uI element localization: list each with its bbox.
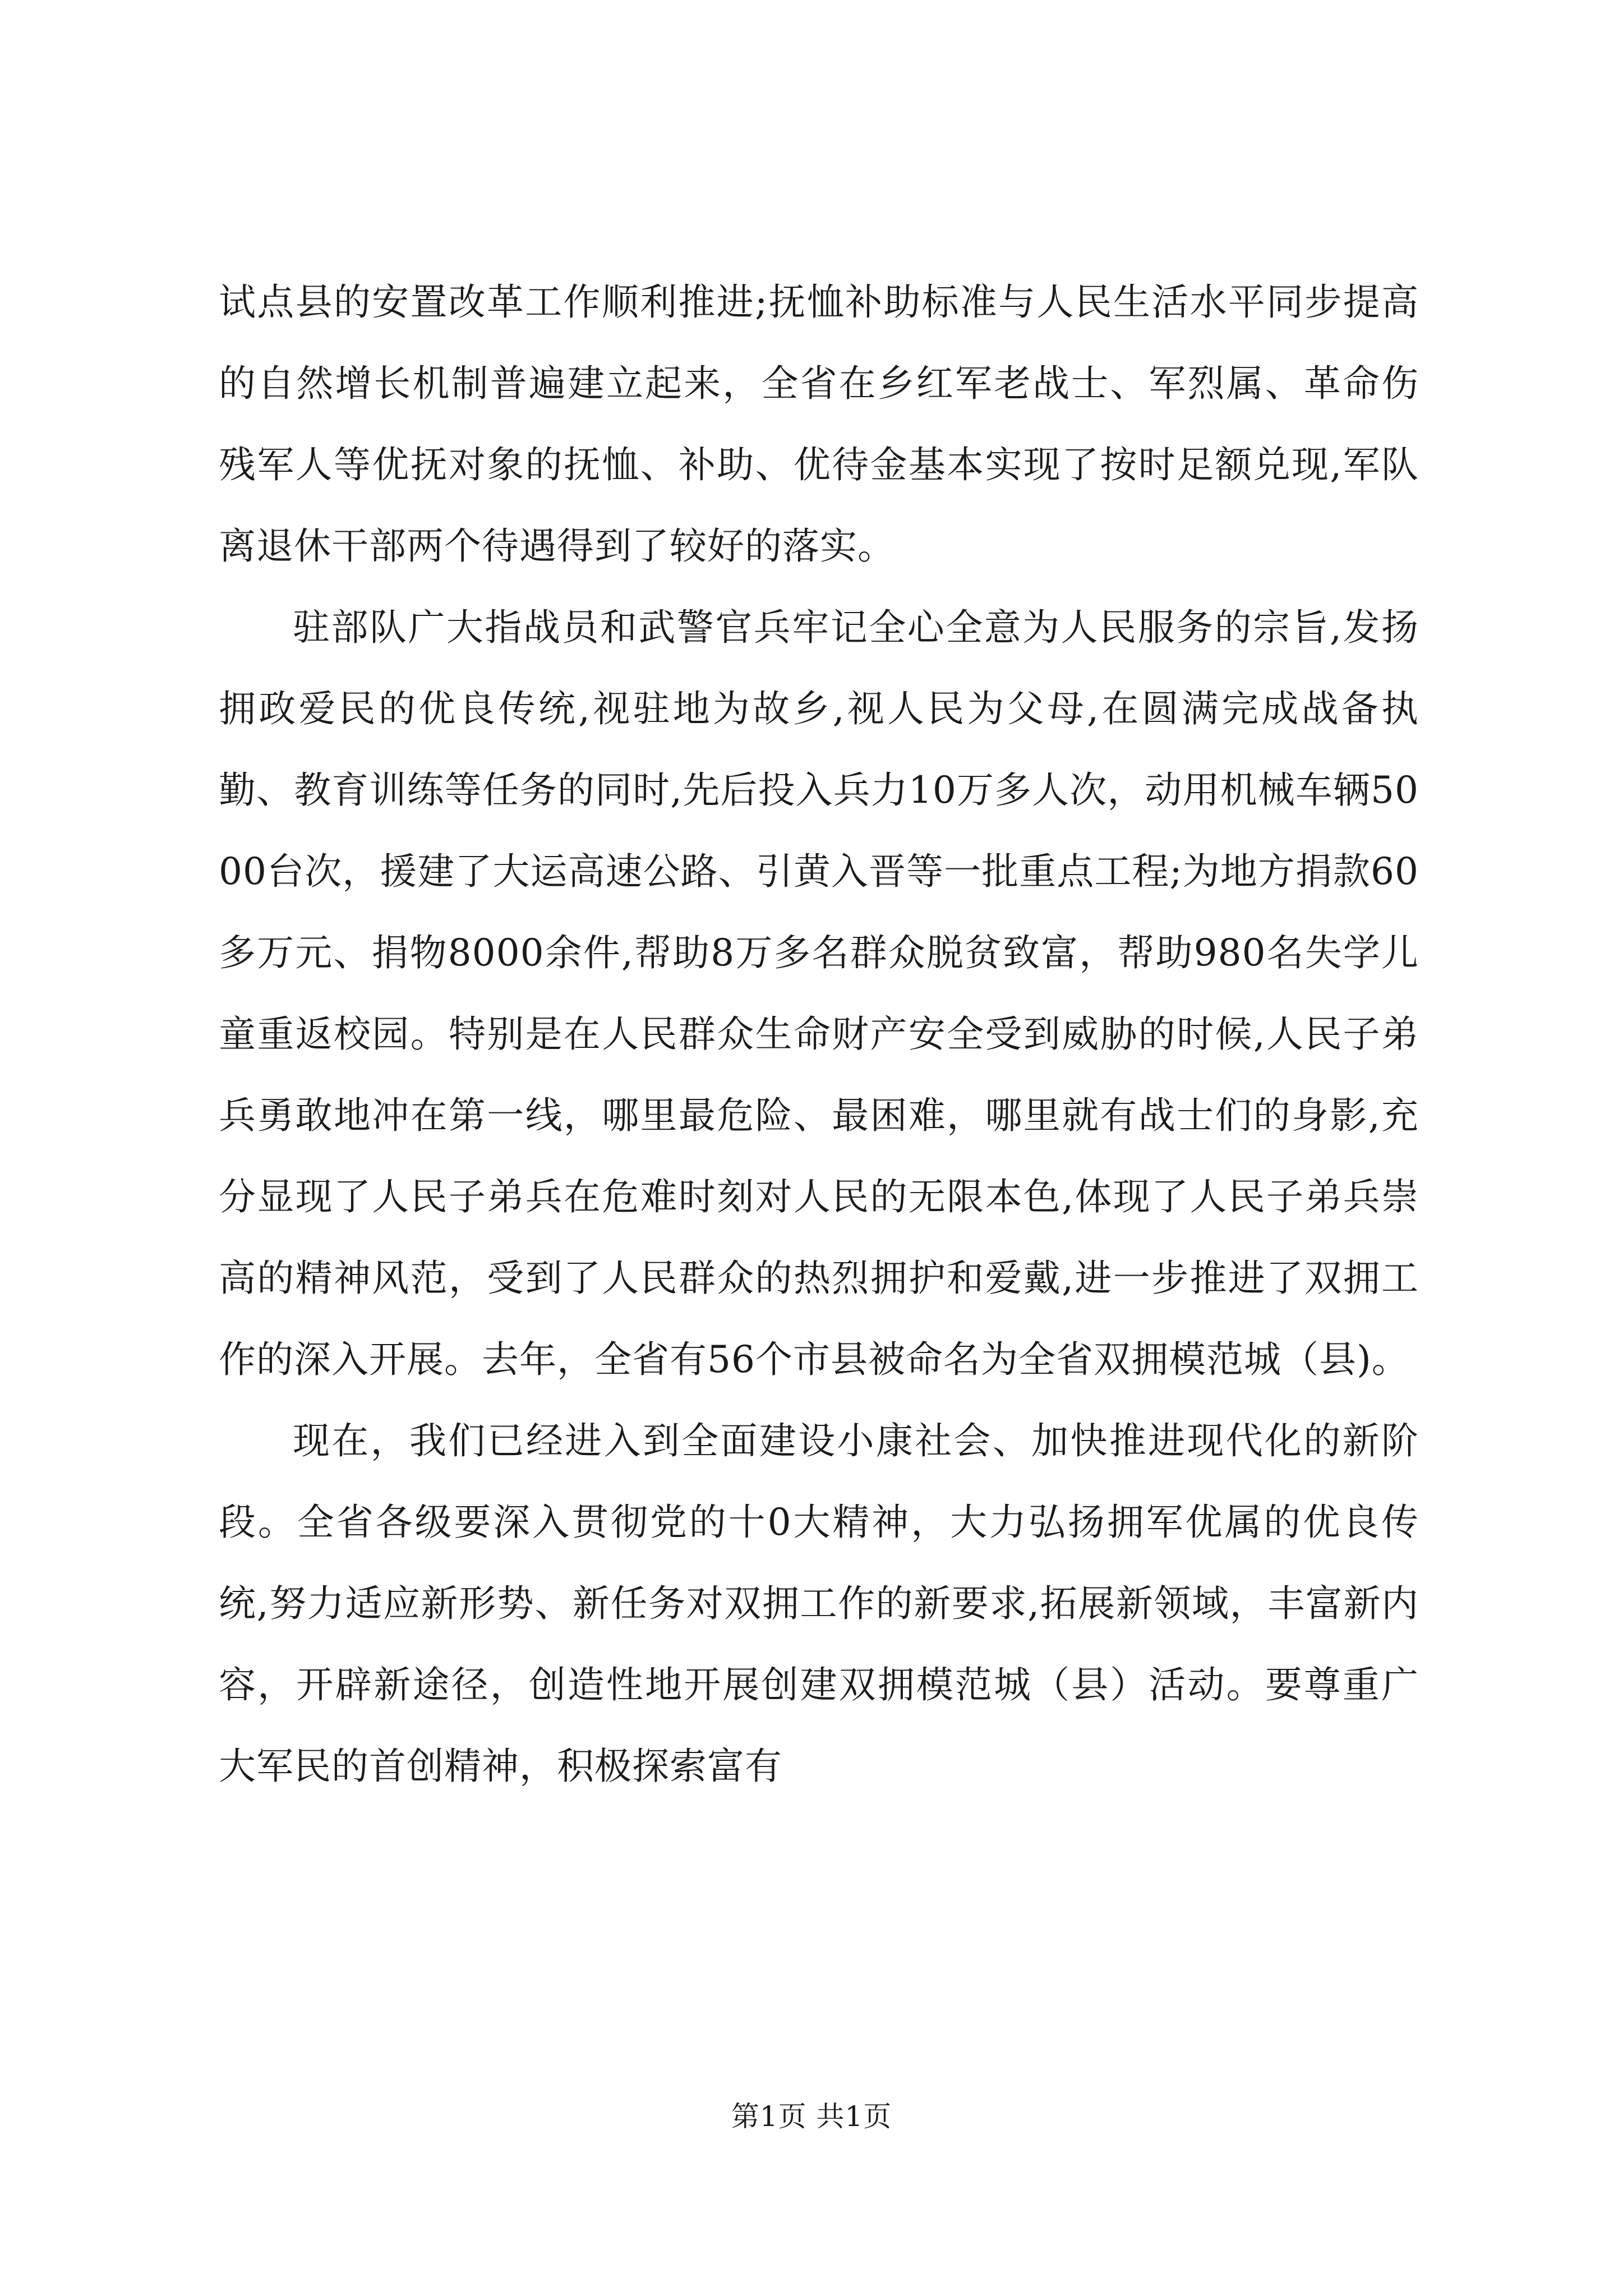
page-number-footer: 第1页 共1页 [731, 2100, 892, 2133]
paragraph-2: 驻部队广大指战员和武警官兵牢记全心全意为人民服务的宗旨,发扬拥政爱民的优良传统,视驻地为故乡,视人民为父母,在圆满完成战备执勤、教育训练等任务的同时,先后投入兵力10万多人次，动用机械车辆5000台次，援建了大运高速公路、引黄入晋等一批重点工程;为地方捐款60多万元、捐物8000余件,帮助8万多名群众脱贫致富，帮助980名失学儿童重返校园。特别是在人民群众生命财产安全受到威胁的时候,人民子弟兵勇敢地冲在第一线，哪里最危险、最困难，哪里就有战士们的身影,充分显现了人民子弟兵在危难时刻对人民的无限本色,体现了人民子弟兵崇高的精神风范，受到了人民群众的热烈拥护和爱戴,进一步推进了双拥工作的深入开展。去年，全省有56个市县被命名为全省双拥模范城（县)。 [219, 606, 1419, 1381]
paragraph-3: 现在，我们已经进入到全面建设小康社会、加快推进现代化的新阶段。全省各级要深入贯彻党的十0大精神，大力弘扬拥军优属的优良传统,努力适应新形势、新任务对双拥工作的新要求,拓展新领域，丰富新内容，开辟新途径，创造性地开展创建双拥模范城（县）活动。要尊重广大军民的首创精神，积极探索富有 [219, 1419, 1419, 1788]
document-body [219, 261, 1419, 1807]
paragraph-1: 试点县的安置改革工作顺利推进;抚恤补助标准与人民生活水平同步提高的自然增长机制普遍建立起来，全省在乡红军老战士、军烈属、革命伤残军人等优抚对象的抚恤、补助、优待金基本实现了按时足额兑现,军队离退休干部两个待遇得到了较好的落实。 [219, 280, 1419, 568]
